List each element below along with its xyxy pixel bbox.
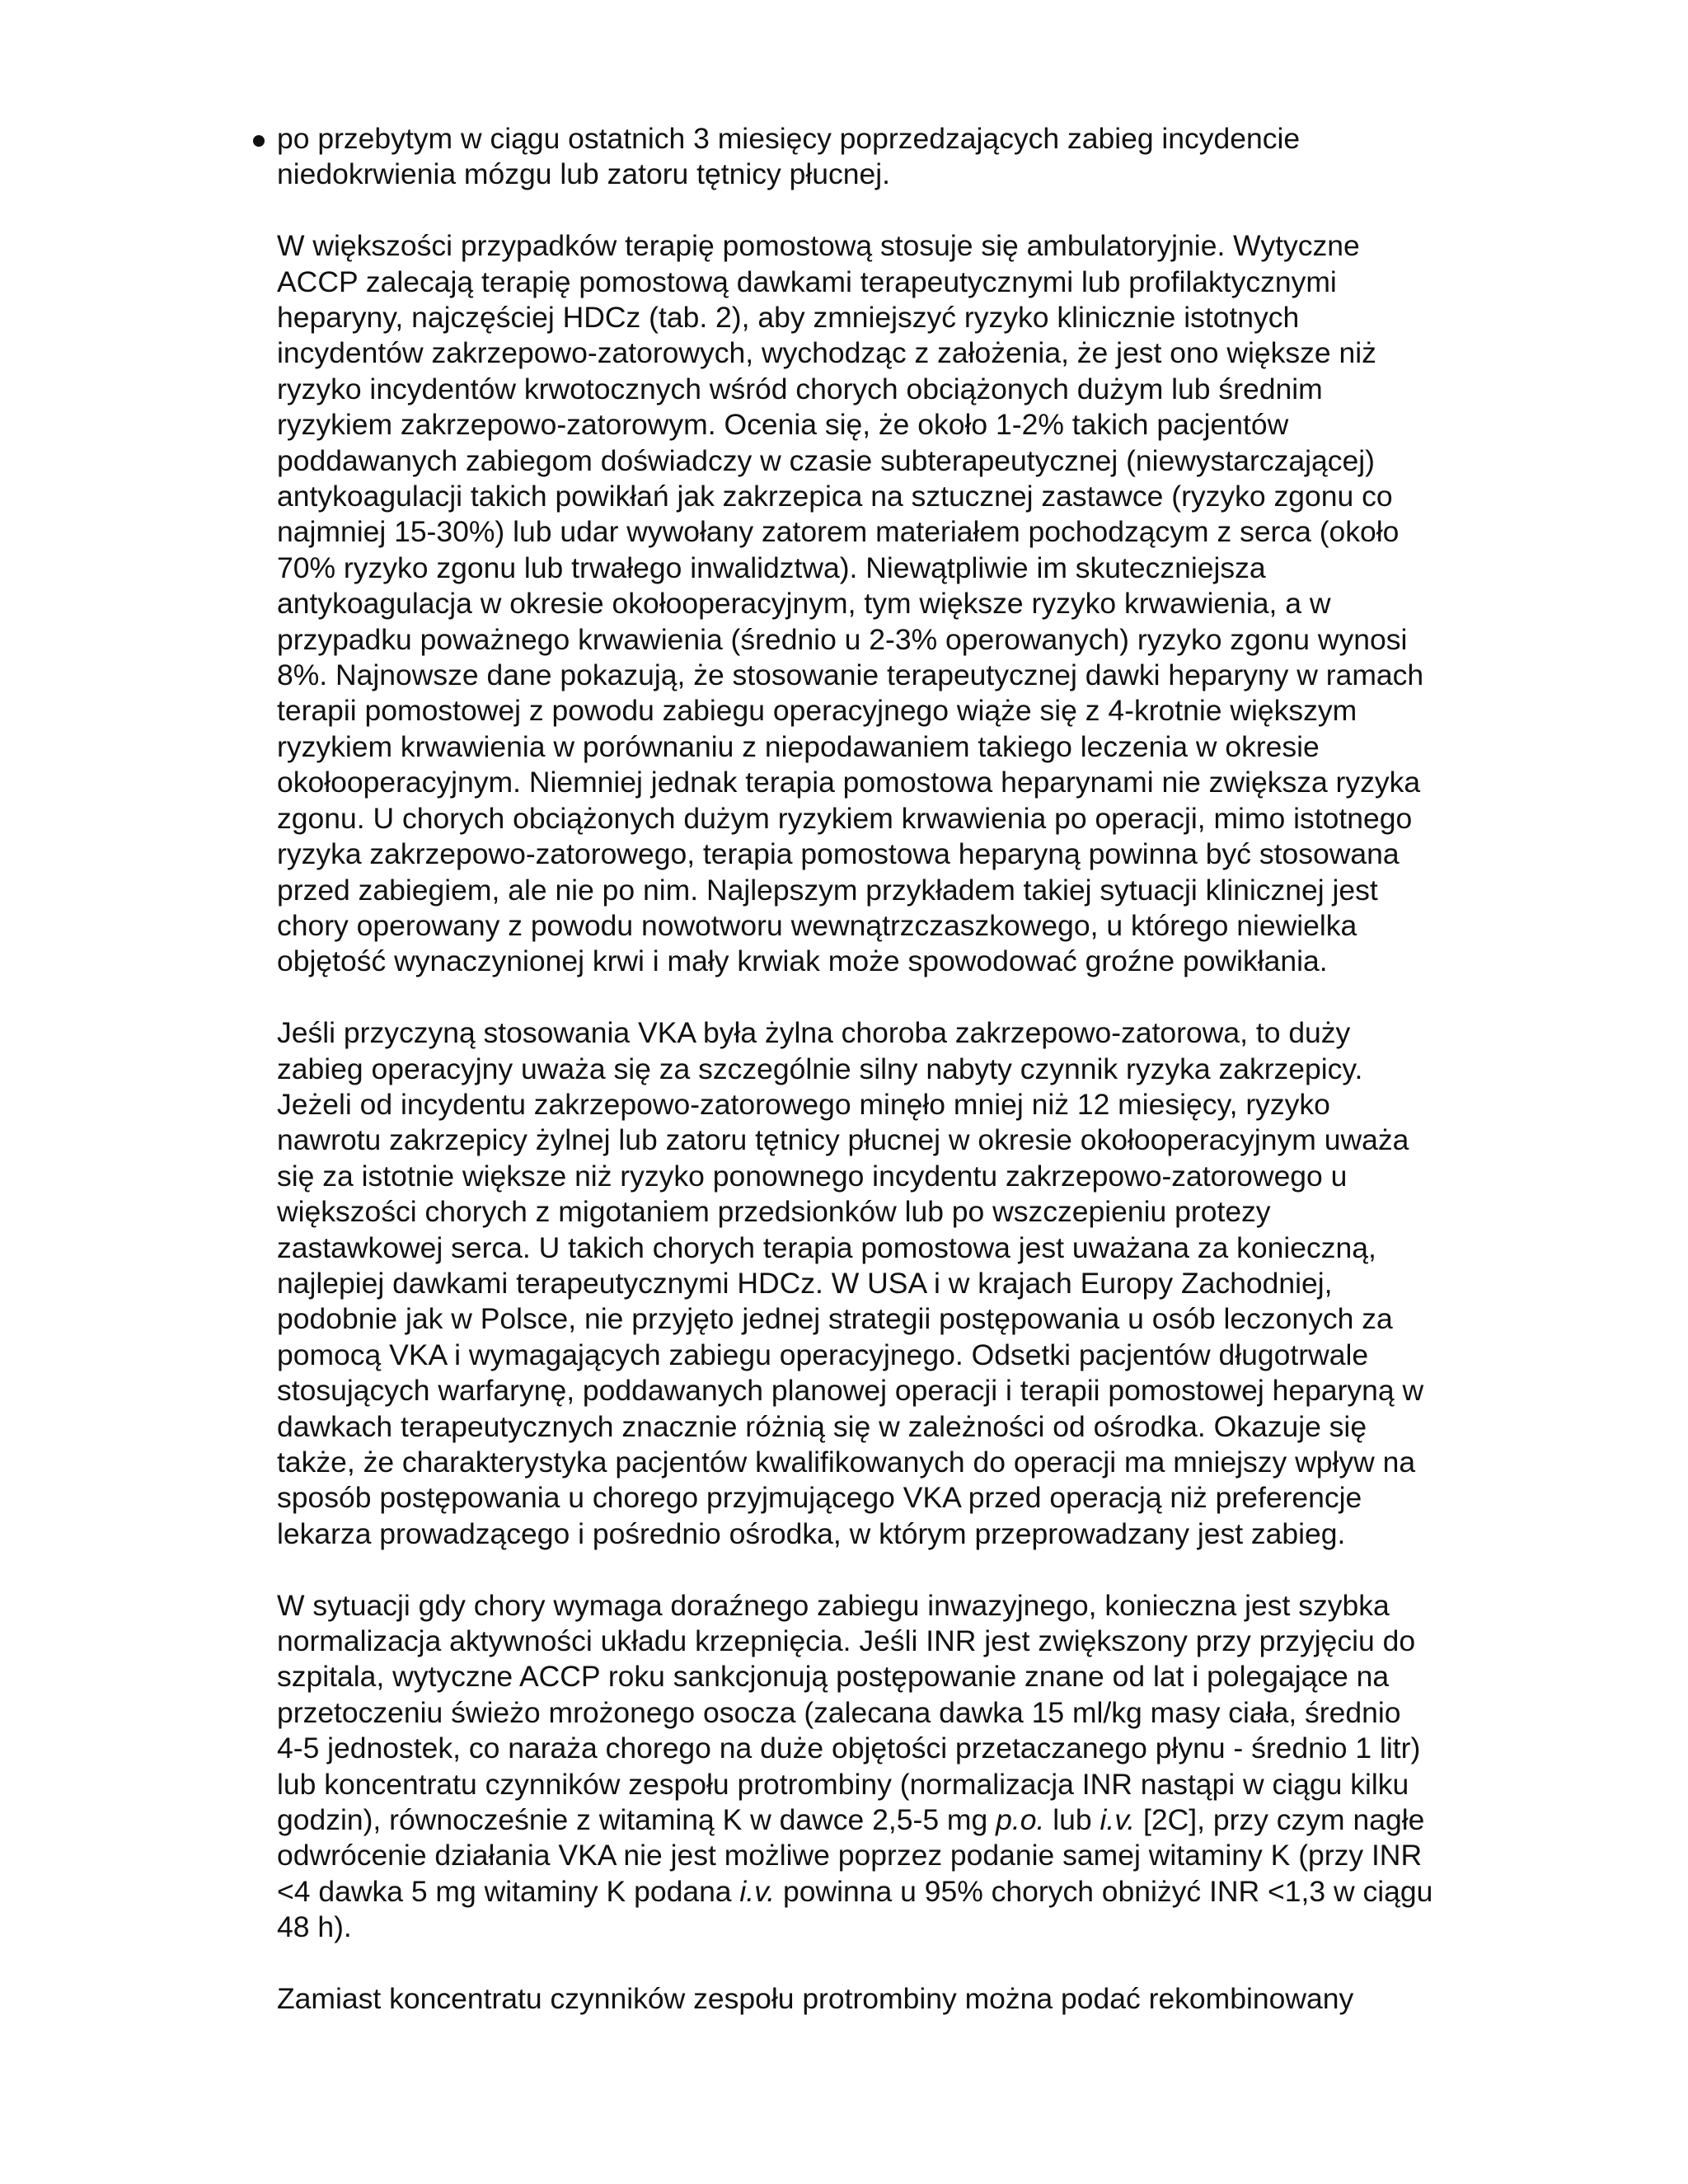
text-line: 4-5 jednostek, co naraża chorego na duże objętości przetaczanego płynu - średnio 1 litr) [277,1732,1421,1765]
document-body [277,121,1447,2017]
text-line: terapii pomostowej z powodu zabiegu operacyjnego wiąże się z 4-krotnie większym [277,694,1357,728]
text-line: sposób postępowania u chorego przyjmującego VKA przed operacją niż preferencje [277,1481,1362,1515]
italic-abbreviation: i.v. [1100,1803,1136,1837]
text-line: lub koncentratu czynników zespołu protrombiny (normalizacja INR nastąpi w ciągu kilku [277,1767,1409,1801]
text-line: heparyny, najczęściej HDCz (tab. 2), aby zmniejszyć ryzyko klinicznie istotnych [277,301,1300,335]
text-line: objętość wynaczynionej krwi i mały krwiak może spowodować groźne powikłania. [277,944,1328,978]
text-line: także, że charakterystyka pacjentów kwalifikowanych do operacji ma mniejszy wpływ na [277,1446,1416,1479]
text-line: Zamiast koncentratu czynników zespołu protrombiny można podać rekombinowany [277,1982,1354,2016]
italic-abbreviation: i.v. [739,1874,776,1908]
text-line: po przebytym w ciągu ostatnich 3 miesięcy poprzedzających zabieg incydencie [277,122,1301,155]
text-line [277,1874,1447,1910]
text-line: 8%. Najnowsze dane pokazują, że stosowanie terapeutycznej dawki heparyny w ramach [277,658,1424,692]
text-line: przypadku poważnego krwawienia (średnio u 2-3% operowanych) ryzyko zgonu wynosi [277,622,1408,656]
text-line: normalizacja aktywności układu krzepnięcia. Jeśli INR jest zwiększony przy przyjęciu do [277,1624,1416,1658]
text-line: poddawanych zabiegom doświadczy w czasie subterapeutycznej (niewystarczającej) [277,443,1375,477]
text-line: zgonu. U chorych obciążonych dużym ryzykiem krwawienia po operacji, mimo istotnego [277,801,1413,835]
text-line: W sytuacji gdy chory wymaga doraźnego zabiegu inwazyjnego, konieczna jest szybka [277,1588,1390,1622]
text-line: zabieg operacyjny uważa się za szczególnie silny nabyty czynnik ryzyka zakrzepicy. [277,1052,1363,1085]
text-line: odwrócenie działania VKA nie jest możliwe poprzez podanie samej witaminy K (przy INR [277,1839,1423,1872]
text-line: ryzykiem zakrzepowo-zatorowym. Ocenia się, że około 1-2% takich pacjentów [277,408,1289,442]
text-run: <4 dawka 5 mg witaminy K podana [277,1874,740,1908]
text-line: Jeśli przyczyną stosowania VKA była żylna choroba zakrzepowo-zatorowa, to duży [277,1016,1351,1050]
text-line: najmniej 15-30%) lub udar wywołany zatorem materiałem pochodzącym z serca (około [277,515,1400,549]
bullet-icon [253,135,265,147]
text-line: ryzyka zakrzepowo-zatorowego, terapia pomostowa heparyną powinna być stosowana [277,837,1400,871]
text-line: dawkach terapeutycznych znacznie różnią się w zależności od ośrodka. Okazuje się [277,1409,1367,1443]
text-line: niedokrwienia mózgu lub zatoru tętnicy płucnej. [277,157,890,191]
text-line: przetoczeniu świeżo mrożonego osocza (zalecana dawka 15 ml/kg masy ciała, średnio [277,1695,1401,1729]
text-line: najlepiej dawkami terapeutycznymi HDCz. W USA i w krajach Europy Zachodniej, [277,1266,1333,1300]
text-line: ryzyko incydentów krwotocznych wśród chorych obciążonych dużym lub średnim [277,372,1323,405]
paragraph-bridging-therapy [277,228,1447,980]
paragraph-recombinant-factor [277,1981,1447,2017]
text-run: powinna u 95% chorych obniżyć INR <1,3 w ciągu [775,1874,1433,1908]
text-run: lub [1044,1803,1100,1837]
bullet-list-item [277,121,1447,193]
text-line: chory operowany z powodu nowotworu wewnątrzczaszkowego, u którego niewielka [277,908,1357,942]
text-line [277,1802,1447,1838]
text-line: zastawkowej serca. U takich chorych terapia pomostowa jest uważana za konieczną, [277,1230,1376,1264]
text-line: stosujących warfarynę, poddawanych planowej operacji i terapii pomostowej heparyną w [277,1374,1424,1408]
text-line: szpitala, wytyczne ACCP roku sankcjonują postępowanie znane od lat i polegające na [277,1660,1390,1694]
text-line: 48 h). [277,1910,352,1944]
text-line: ACCP zalecają terapię pomostową dawkami terapeutycznymi lub profilaktycznymi [277,265,1337,298]
text-line: nawrotu zakrzepicy żylnej lub zatoru tętnicy płucnej w okresie okołooperacyjnym uważa [277,1123,1409,1157]
text-line: okołooperacyjnym. Niemniej jednak terapia pomostowa heparynami nie zwiększa ryzyka [277,766,1421,799]
text-line: większości chorych z migotaniem przedsionków lub po wszczepieniu protezy [277,1195,1271,1229]
text-run: godzin), równocześnie z witaminą K w dawce 2,5-5 mg [277,1803,996,1837]
text-line: przed zabiegiem, ale nie po nim. Najlepszym przykładem takiej sytuacji klinicznej jest [277,873,1378,907]
text-line: ryzykiem krwawienia w porównaniu z niepodawaniem takiego leczenia w okresie [277,729,1320,763]
paragraph-venous-thromboembolism [277,1015,1447,1552]
text-line: Jeżeli od incydentu zakrzepowo-zatorowego minęło mniej niż 12 miesięcy, ryzyko [277,1087,1330,1121]
text-line: pomocą VKA i wymagających zabiegu operacyjnego. Odsetki pacjentów długotrwale [277,1338,1369,1371]
text-line: antykoagulacji takich powikłań jak zakrzepica na sztucznej zastawce (ryzyko zgonu co [277,480,1393,513]
text-line: 70% ryzyko zgonu lub trwałego inwalidztwa). Niewątpliwie im skuteczniejsza [277,551,1266,584]
paragraph-urgent-reversal [277,1588,1447,1946]
text-line: się za istotnie większe niż ryzyko ponownego incydentu zakrzepowo-zatorowego u [277,1159,1348,1193]
text-line: podobnie jak w Polsce, nie przyjęto jednej strategii postępowania u osób leczonych za [277,1302,1393,1336]
text-line: incydentów zakrzepowo-zatorowych, wychodząc z założenia, że jest ono większe niż [277,336,1376,370]
text-line: W większości przypadków terapię pomostową stosuje się ambulatoryjnie. Wytyczne [277,229,1360,263]
text-run: [2C], przy czym nagłe [1135,1803,1425,1837]
italic-abbreviation: p.o. [996,1803,1045,1837]
text-line: antykoagulacja w okresie okołooperacyjnym, tym większe ryzyko krwawienia, a w [277,587,1331,621]
text-line: lekarza prowadzącego i pośrednio ośrodka, w którym przeprowadzany jest zabieg. [277,1516,1346,1550]
